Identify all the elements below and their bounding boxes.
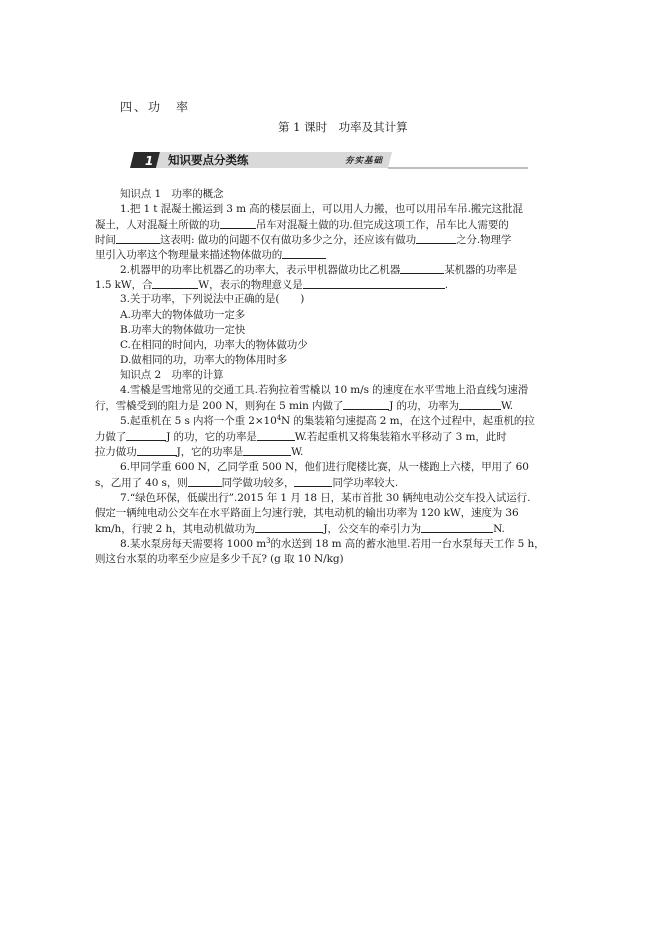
answer-blank[interactable] [459, 398, 501, 410]
answer-blank[interactable] [243, 444, 291, 456]
answer-blank[interactable] [220, 217, 256, 229]
q1-line-1: 1.把 1 t 混凝土搬运到 3 m 高的楼层面上，可以用人力搬，也可以用吊车吊.搬完这批混 [120, 203, 523, 215]
q2-line-1: 2.机器甲的功率比机器乙的功率大，表示甲机器做功比乙机器 某机器的功率是 [120, 264, 518, 276]
knowledge-point-2: 知识点 2 功率的计算 [120, 369, 224, 381]
q4-line-2: 行，雪橇受到的阻力是 200 N，则狗在 5 min 内做了 J 的功，功率为 W. [95, 400, 514, 412]
q5-line-1: 5.起重机在 5 s 内将一个重 $2\times 10^4N$ 的集装箱匀速提高 2 m，在这个过程中，起重机的拉 [120, 414, 535, 427]
answer-blank[interactable] [343, 398, 389, 410]
answer-blank[interactable] [126, 429, 166, 441]
answer-blank[interactable] [416, 232, 456, 244]
answer-blank[interactable] [257, 429, 295, 441]
q3-option-b[interactable]: B.功率大的物体做功一定快 [120, 324, 246, 336]
answer-blank[interactable] [152, 277, 198, 289]
q1-line-4: 里引入功率这个物理量来描述物体做功的 [95, 247, 326, 262]
answer-blank[interactable] [400, 262, 444, 274]
answer-blank[interactable] [303, 277, 445, 289]
q8-line-2: 则这台水泵的功率至少应是多少千瓦? (g 取 10 N/kg) [95, 553, 344, 565]
lesson-title: 第 1 课时 功率及其计算 [278, 120, 408, 134]
answer-blank[interactable] [188, 475, 222, 487]
answer-blank[interactable] [255, 521, 323, 533]
q1-line-2: 凝土，人对混凝土所做的功 吊车对混凝土做的功.但完成这项工作，吊车比人需要的 [95, 219, 509, 231]
section-banner [130, 151, 530, 169]
answer-blank[interactable] [137, 444, 177, 456]
banner-number: 1 [145, 154, 154, 168]
banner-subtitle: 夯实基础 [345, 156, 384, 166]
q7-line-3: km/h，行驶 2 h，其电动机做功为 J，公交车的牵引力为 N. [95, 523, 505, 535]
q5-line-3: 拉力做功 J，它的功率是 W. [95, 446, 304, 458]
q5-line-2: 力做了 J 的功，它的功率是 W.若起重机又将集装箱水平移动了 3 m，此时 [95, 431, 507, 443]
q6-line-1: 6.甲同学重 600 N，乙同学重 500 N，他们进行爬楼比赛，从一楼跑上六楼，甲用了 60 [120, 461, 529, 473]
answer-blank[interactable] [294, 475, 332, 487]
answer-blank[interactable] [116, 232, 160, 244]
knowledge-point-1: 知识点 1 功率的概念 [120, 188, 224, 200]
section-title: 四、功 率 [120, 100, 191, 114]
q3-option-d[interactable]: D.做相同的功，功率大的物体用时多 [120, 354, 288, 366]
answer-blank[interactable] [421, 521, 493, 533]
q8-line-1: 8.某水泵房每天需要将 1000 $m^3$的水送到 18 m 高的蓄水池里.若用一台水泵每天工作 5 h， [120, 537, 545, 550]
q7-line-1: 7.“绿色环保，低碳出行”.2015 年 1 月 18 日，某市首批 30 辆纯电动公交车投入试运行. [120, 492, 531, 504]
q1-line-3: 时间 这表明: 做功的问题不仅有做功多少之分，还应该有做功 之分.物理学 [95, 234, 512, 246]
q6-line-2: s，乙用了 40 s，则 同学做功较多， 同学功率较大. [95, 477, 399, 489]
q3-option-a[interactable]: A.功率大的物体做功一定多 [120, 309, 246, 321]
q7-line-2: 假定一辆纯电动公交车在水平路面上匀速行驶，其电动机的输出功率为 120 kW，速度为 36 [95, 507, 519, 519]
answer-blank[interactable] [282, 247, 326, 259]
q3-option-c[interactable]: C.在相同的时间内，功率大的物体做功少 [120, 339, 308, 351]
q2-line-2: 1.5 kW，合 W，表示的物理意义是 . [95, 279, 448, 291]
q4-line-1: 4.雪橇是雪地常见的交通工具.若狗拉着雪橇以 10 m/s 的速度在水平雪地上沿直线匀速滑 [120, 384, 529, 396]
banner-title: 知识要点分类练 [168, 153, 249, 167]
q3-stem: 3.关于功率，下列说法中正确的是( ) [120, 293, 305, 305]
